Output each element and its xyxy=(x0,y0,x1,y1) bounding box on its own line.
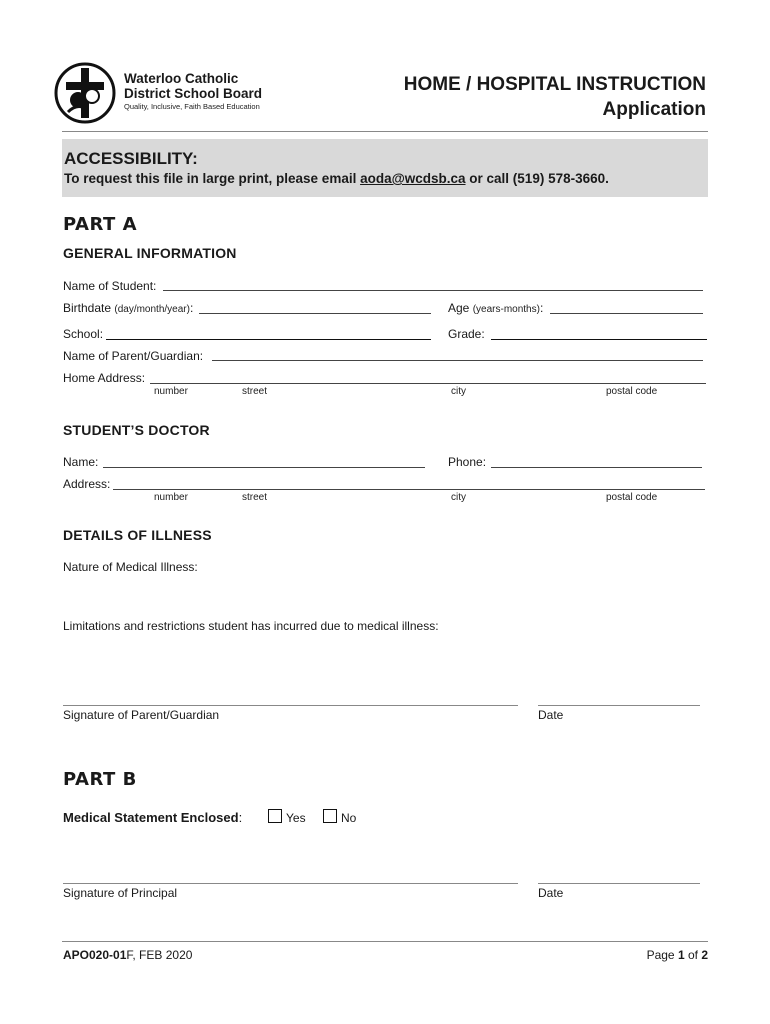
doctor-addr-city-hint: city xyxy=(451,492,466,503)
principal-signature-field[interactable] xyxy=(63,883,518,884)
birthdate-field[interactable] xyxy=(199,313,431,314)
age-label: Age (years-months): xyxy=(448,301,544,315)
parent-signature-label: Signature of Parent/Guardian xyxy=(63,708,220,722)
footer-divider xyxy=(62,941,708,942)
student-name-field[interactable] xyxy=(163,290,703,291)
medical-statement-label: Medical Statement Enclosed xyxy=(63,810,239,825)
org-tagline: Quality, Inclusive, Faith Based Education xyxy=(124,102,260,111)
grade-field[interactable] xyxy=(491,339,707,340)
age-text: Age xyxy=(448,301,470,315)
nature-of-illness-label: Nature of Medical Illness: xyxy=(63,560,198,574)
home-address-field[interactable] xyxy=(150,383,706,384)
wcdsb-logo xyxy=(54,62,116,124)
principal-date-field[interactable] xyxy=(538,883,700,884)
principal-date-label: Date xyxy=(538,886,564,900)
yes-checkbox[interactable] xyxy=(268,809,282,823)
doctor-phone-label: Phone: xyxy=(448,455,487,469)
page-label: Page xyxy=(646,948,678,962)
form-code xyxy=(63,948,192,962)
medical-statement-row: Medical Statement Enclosed: xyxy=(63,810,243,825)
no-checkbox[interactable] xyxy=(323,809,337,823)
home-addr-number-hint: number xyxy=(154,386,188,397)
accessibility-email-link[interactable]: aoda@wcdsb.ca xyxy=(360,171,466,186)
page-of: of xyxy=(684,948,702,962)
birthdate-label: Birthdate (day/month/year): xyxy=(63,301,194,315)
accessibility-heading: ACCESSIBILITY: xyxy=(64,149,198,168)
doctor-address-field[interactable] xyxy=(113,489,705,490)
form-title xyxy=(404,72,706,122)
limitations-label: Limitations and restrictions student has incurred due to medical illness: xyxy=(63,619,439,633)
school-field[interactable] xyxy=(106,339,431,340)
doctor-addr-postal-hint: postal code xyxy=(606,492,658,503)
doctor-heading: STUDENT’S DOCTOR xyxy=(63,422,210,438)
doctor-phone-field[interactable] xyxy=(491,467,702,468)
parent-date-label: Date xyxy=(538,708,564,722)
doctor-addr-street-hint: street xyxy=(242,492,268,503)
part-a-title: PART A xyxy=(63,214,137,235)
home-addr-street-hint: street xyxy=(242,386,268,397)
home-addr-city-hint: city xyxy=(451,386,466,397)
accessibility-text-after: or call (519) 578-3660. xyxy=(465,171,609,186)
part-b-title: PART B xyxy=(63,769,137,790)
birthdate-text: Birthdate xyxy=(63,301,112,315)
student-name-label: Name of Student: xyxy=(63,279,157,293)
form-title-line2: Application xyxy=(602,99,706,120)
birthdate-hint: (day/month/year) xyxy=(114,304,190,315)
crest-icon xyxy=(54,62,116,124)
grade-label: Grade: xyxy=(448,327,485,341)
accessibility-text xyxy=(64,171,609,186)
age-field[interactable] xyxy=(550,313,703,314)
page-number: 1 xyxy=(677,948,685,962)
nature-of-illness-field[interactable] xyxy=(63,578,703,614)
no-label: No xyxy=(341,811,357,825)
org-name-line1: Waterloo Catholic xyxy=(124,71,239,86)
parent-name-label: Name of Parent/Guardian: xyxy=(63,349,204,363)
home-addr-postal-hint: postal code xyxy=(606,386,658,397)
limitations-field[interactable] xyxy=(63,637,703,695)
principal-signature-label: Signature of Principal xyxy=(63,886,178,900)
header-divider xyxy=(62,131,708,132)
page-indicator xyxy=(647,948,708,962)
parent-date-field[interactable] xyxy=(538,705,700,706)
home-address-label: Home Address: xyxy=(63,371,146,385)
form-title-line1: HOME / HOSPITAL INSTRUCTION xyxy=(403,74,706,95)
parent-signature-field[interactable] xyxy=(63,705,518,706)
parent-name-field[interactable] xyxy=(212,360,703,361)
accessibility-box xyxy=(62,139,708,197)
doctor-addr-number-hint: number xyxy=(154,492,188,503)
accessibility-text-before: To request this file in large print, please email xyxy=(64,171,361,186)
page-total: 2 xyxy=(701,948,708,962)
illness-heading: DETAILS OF ILLNESS xyxy=(63,527,212,543)
doctor-name-field[interactable] xyxy=(103,467,425,468)
age-hint: (years-months) xyxy=(472,304,540,315)
form-code-id: APO020-01 xyxy=(63,948,127,962)
doctor-name-label: Name: xyxy=(63,455,99,469)
org-name xyxy=(124,71,262,101)
org-name-line2: District School Board xyxy=(124,86,263,101)
doctor-address-label: Address: xyxy=(63,477,111,491)
school-label: School: xyxy=(63,327,104,341)
yes-label: Yes xyxy=(286,811,306,825)
general-info-heading: GENERAL INFORMATION xyxy=(63,245,237,261)
form-code-date: F, FEB 2020 xyxy=(126,948,193,962)
